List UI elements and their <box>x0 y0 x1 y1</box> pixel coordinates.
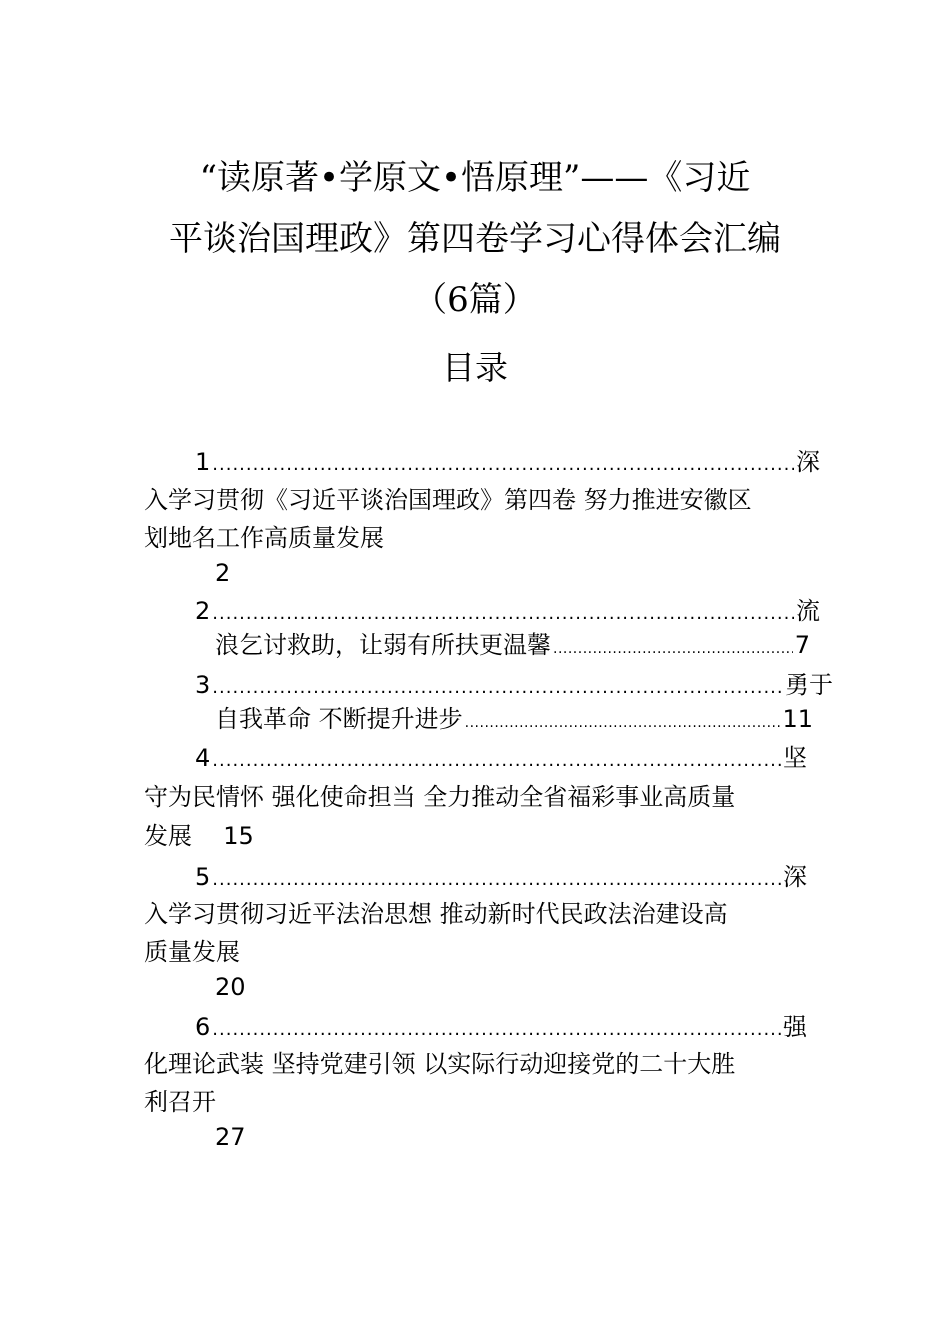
toc-heading: 目录 <box>442 348 508 387</box>
toc-entry-title-start: 坚 <box>783 744 807 772</box>
toc-entry-2-title-line-1: 浪乞讨救助，让弱有所扶更温馨 <box>215 631 551 659</box>
toc-entry-number: 3 <box>195 671 211 699</box>
toc-entry-title-start: 流 <box>796 597 820 625</box>
toc-entry-title-start: 强 <box>783 1013 807 1041</box>
toc-entry-4-title-line-2: 发展 <box>144 822 192 850</box>
toc-entry-1-page: 2 <box>215 559 231 587</box>
dot-leader <box>212 746 781 776</box>
toc-entry-number: 6 <box>195 1013 211 1041</box>
dot-leader <box>212 1015 781 1045</box>
dot-leader <box>553 634 793 664</box>
dot-leader <box>212 599 794 629</box>
toc-entry-4-title-line-1[interactable]: 守为民情怀 强化使命担当 全力推动全省福彩事业高质量 <box>144 783 736 811</box>
toc-entry-5-title-line-1[interactable]: 入学习贯彻习近平法治思想 推动新时代民政法治建设高 <box>144 900 728 928</box>
toc-entry-1-title-line-1[interactable]: 入学习贯彻《习近平谈治国理政》第四卷 努力推进安徽区 <box>144 486 752 514</box>
dot-leader <box>212 673 783 703</box>
toc-entry-3-title-row[interactable] <box>215 704 813 734</box>
toc-entry-number: 2 <box>195 597 211 625</box>
toc-entry-3-title-line-1: 自我革命 不断提升进步 <box>215 705 463 733</box>
toc-entry-1-header[interactable] <box>195 447 820 477</box>
toc-entry-number: 5 <box>195 863 211 891</box>
dot-leader <box>465 708 781 738</box>
toc-entry-1-title-line-2[interactable]: 划地名工作高质量发展 <box>144 524 384 552</box>
toc-entry-3-header[interactable] <box>195 670 833 700</box>
toc-entry-5-title-line-2[interactable]: 质量发展 <box>144 938 240 966</box>
toc-entry-3-page: 11 <box>782 705 813 733</box>
title-line-3: （6篇） <box>413 280 537 320</box>
dot-leader <box>212 450 794 480</box>
toc-entry-number: 1 <box>195 448 211 476</box>
toc-entry-6-title-line-1[interactable]: 化理论武装 坚持党建引领 以实际行动迎接党的二十大胜 <box>144 1050 736 1078</box>
toc-entry-6-header[interactable] <box>195 1012 807 1042</box>
toc-entry-4-header[interactable] <box>195 743 807 773</box>
toc-entry-2-header[interactable] <box>195 596 820 626</box>
toc-entry-number: 4 <box>195 744 211 772</box>
toc-entry-4-page: 15 <box>223 822 254 850</box>
toc-entry-title-start: 深 <box>796 448 820 476</box>
toc-entry-2-title-row[interactable] <box>215 630 810 660</box>
toc-entry-5-page: 20 <box>215 973 246 1001</box>
toc-entry-title-start: 勇于 <box>785 671 833 699</box>
toc-entry-4-title-line-2-row[interactable] <box>144 821 254 851</box>
toc-entry-2-page: 7 <box>794 631 810 659</box>
toc-entry-6-page: 27 <box>215 1123 246 1151</box>
toc-entry-5-header[interactable] <box>195 862 807 892</box>
title-line-2: 平谈治国理政》第四卷学习心得体会汇编 <box>169 219 781 259</box>
title-line-1: “读原著•学原文•悟原理”——《习近 <box>199 158 751 198</box>
toc-entry-title-start: 深 <box>783 863 807 891</box>
dot-leader <box>212 865 781 895</box>
toc-entry-6-title-line-2[interactable]: 利召开 <box>144 1088 216 1116</box>
